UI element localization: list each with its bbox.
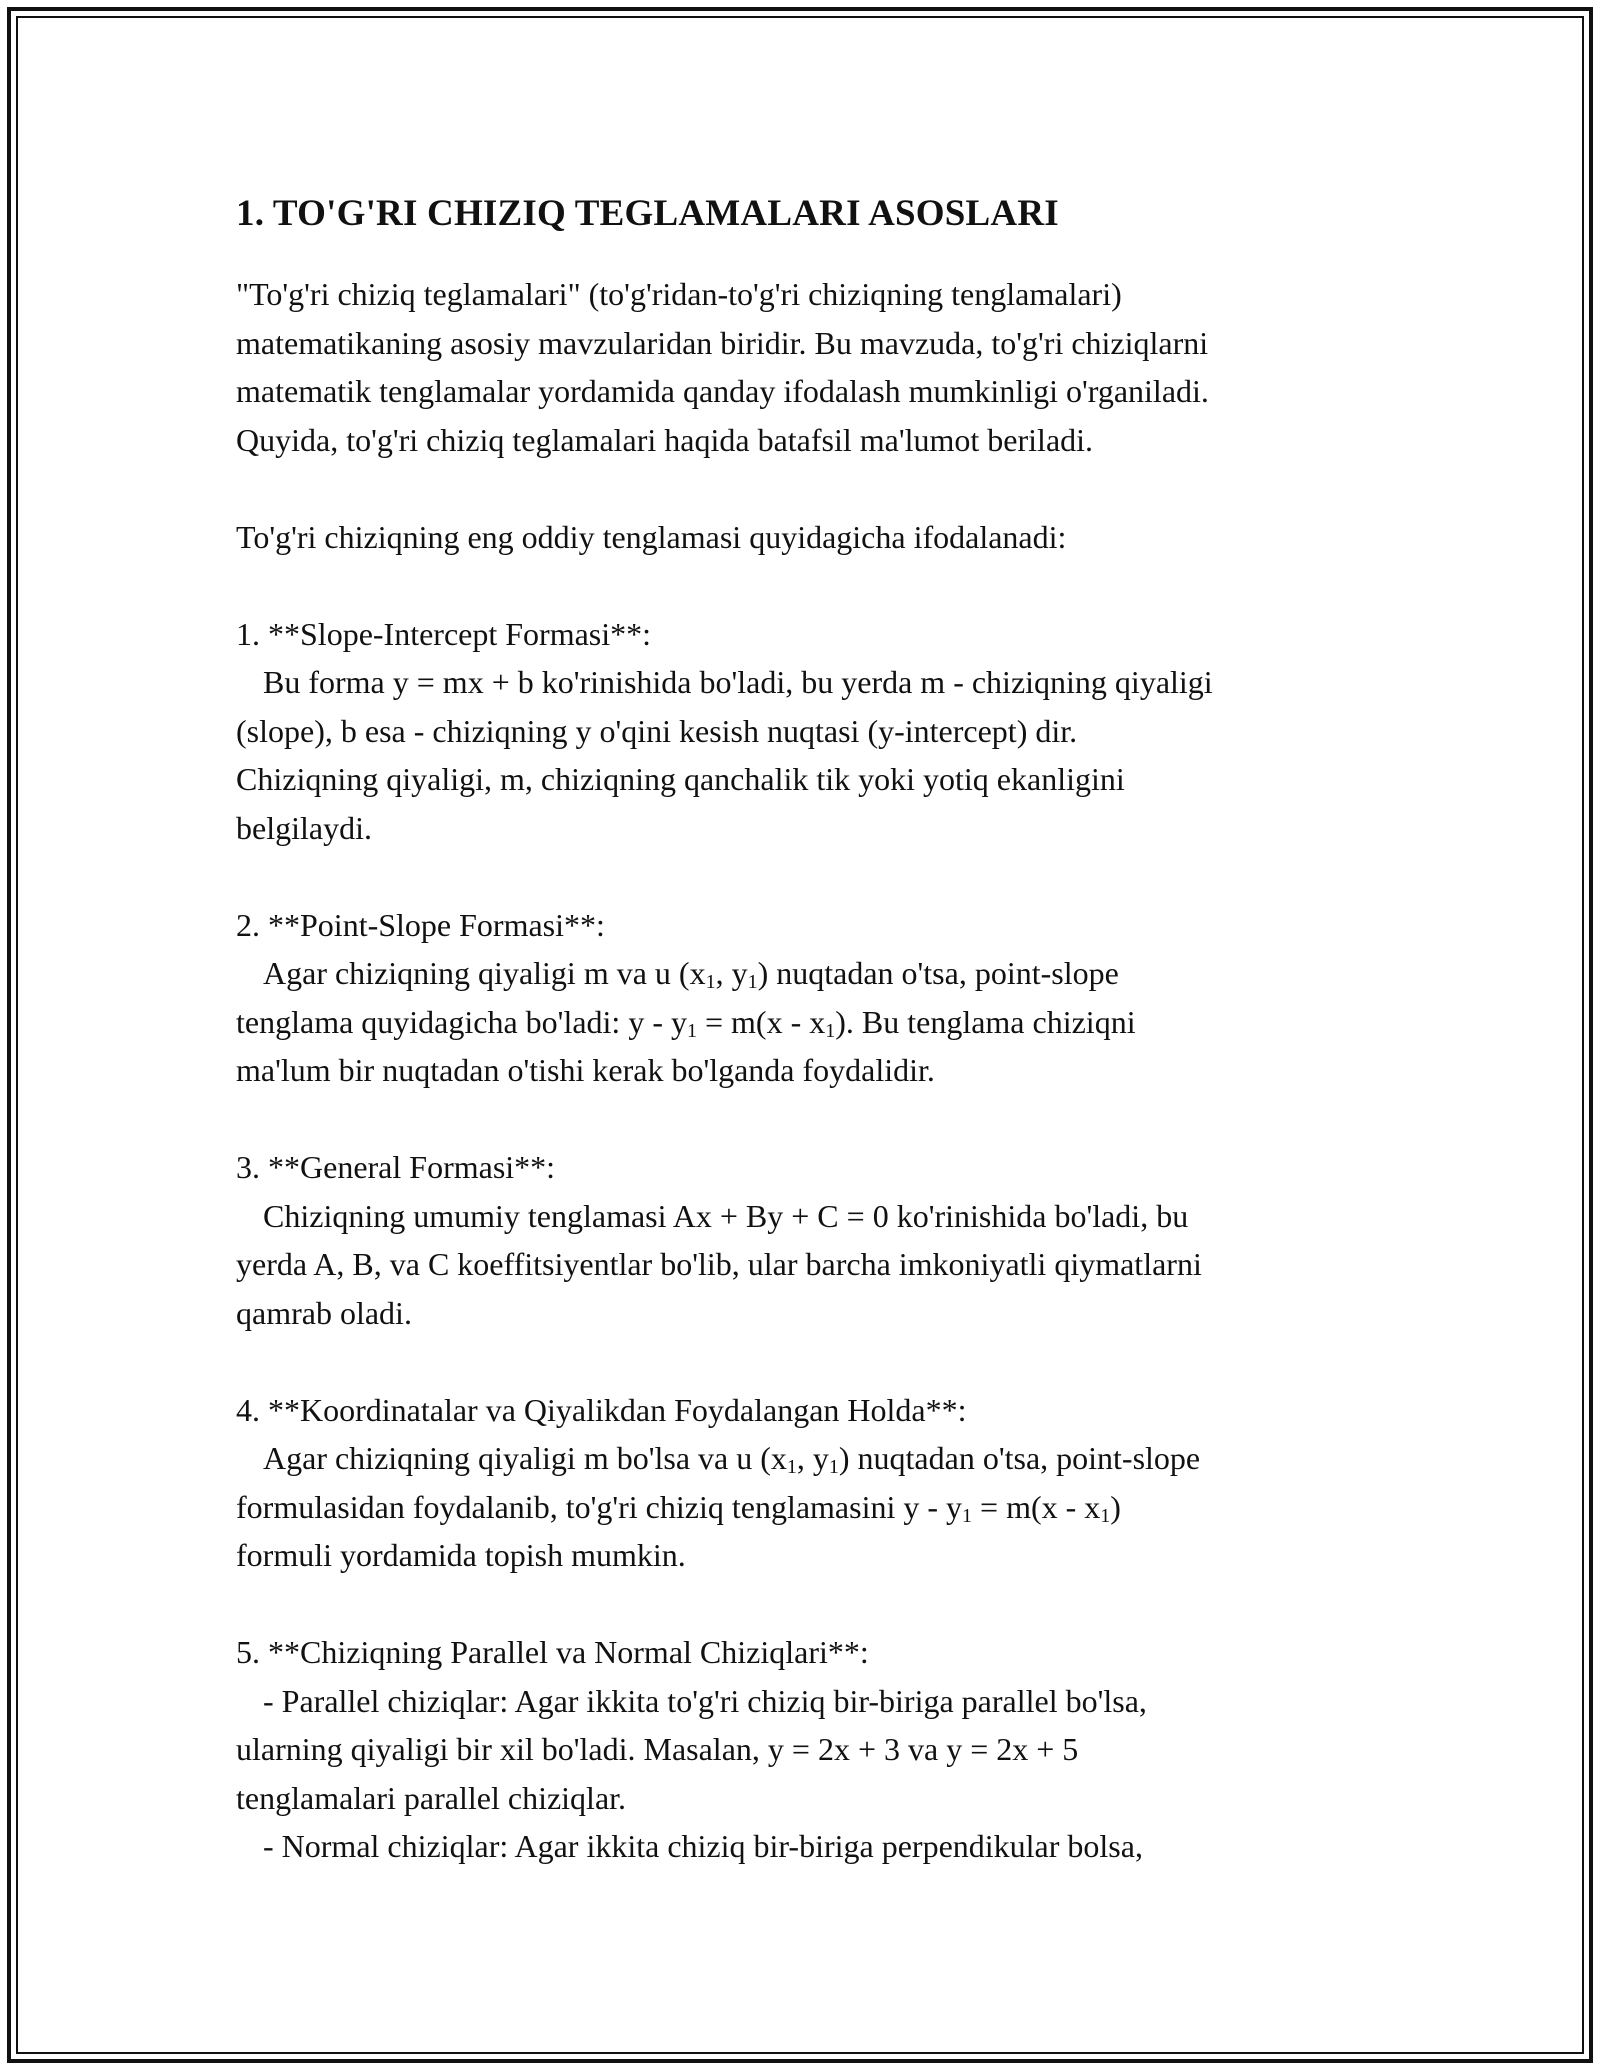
document-body [236, 190, 1366, 1871]
section-line: ularning qiyaligi bir xil bo'ladi. Masalan, y = 2x + 3 va y = 2x + 5 [236, 1731, 1079, 1767]
intro-line: Quyida, to'g'ri chiziq teglamalari haqida batafsil ma'lumot beriladi. [236, 421, 1094, 458]
section-line: Agar chiziqning qiyaligi m bo'lsa va u ($x_1$, $y_1$) nuqtadan o'tsa, point-slope [263, 1440, 1201, 1478]
section-line: Chiziqning umumiy tenglamasi Ax + By + C = 0 ko'rinishida bo'ladi, bu [263, 1197, 1189, 1234]
section-line: qamrab oladi. [236, 1294, 412, 1331]
lead-sentence: To'g'ri chiziqning eng oddiy tenglamasi quyidagicha ifodalanadi: [236, 518, 1067, 555]
intro-line: matematikaning asosiy mavzularidan biridir. Bu mavzuda, to'g'ri chiziqlarni [236, 324, 1209, 361]
section-general [236, 1143, 1366, 1337]
intro-line: "To'g'ri chiziq teglamalari" (to'g'ridan-to'g'ri chiziqning tenglamalari) [236, 276, 1122, 312]
intro-paragraph [236, 270, 1366, 464]
section-line: formulasidan foydalanib, to'g'ri chiziq tenglamasini $y - y_1 = m(x - x_1)$ [236, 1488, 1121, 1527]
section-line: tenglama quyidagicha bo'ladi: $y - y_1 = m(x - x_1)$. Bu tenglama chiziqni [236, 1003, 1136, 1042]
section-line: Agar chiziqning qiyaligi m va u ($x_1$, $y_1$) nuqtadan o'tsa, point-slope [263, 955, 1119, 993]
section-line: Bu forma y = mx + b ko'rinishida bo'ladi, bu yerda m - chiziqning qiyaligi [263, 664, 1213, 700]
section-slope-intercept [236, 610, 1366, 853]
section-line: formuli yordamida topish mumkin. [236, 1537, 686, 1573]
section-heading: 5. **Chiziqning Parallel va Normal Chiziqlari**: [236, 1634, 869, 1670]
section-line: - Parallel chiziqlar: Agar ikkita to'g'ri chiziq bir-biriga parallel bo'lsa, [263, 1682, 1147, 1719]
section-line: belgilaydi. [236, 809, 372, 846]
section-line: ma'lum bir nuqtadan o'tishi kerak bo'lganda foydalidir. [236, 1052, 935, 1088]
section-line: tenglamalari parallel chiziqlar. [236, 1779, 627, 1816]
section-parallel-normal [236, 1628, 1366, 1871]
intro-line: matematik tenglamalar yordamida qanday ifodalash mumkinligi o'rganiladi. [236, 373, 1209, 409]
section-line: yerda A, B, va C koeffitsiyentlar bo'lib, ular barcha imkoniyatli qiymatlarni [236, 1246, 1202, 1282]
section-heading: 1. **Slope-Intercept Formasi**: [236, 615, 652, 652]
section-line: (slope), b esa - chiziqning y o'qini kesish nuqtasi (y-intercept) dir. [236, 712, 1078, 749]
page-title: 1. TO'G'RI CHIZIQ TEGLAMALARI ASOSLARI [236, 193, 1059, 234]
section-heading: 2. **Point-Slope Formasi**: [236, 906, 605, 943]
section-line: - Normal chiziqlar: Agar ikkita chiziq bir-biriga perpendikular bolsa, [263, 1828, 1143, 1864]
section-line: Chiziqning qiyaligi, m, chiziqning qanchalik tik yoki yotiq ekanligini [236, 761, 1125, 797]
section-point-slope [236, 901, 1366, 1095]
section-coordinates [236, 1386, 1366, 1580]
section-heading: 4. **Koordinatalar va Qiyalikdan Foydalangan Holda**: [236, 1391, 967, 1428]
section-heading: 3. **General Formasi**: [236, 1149, 556, 1185]
